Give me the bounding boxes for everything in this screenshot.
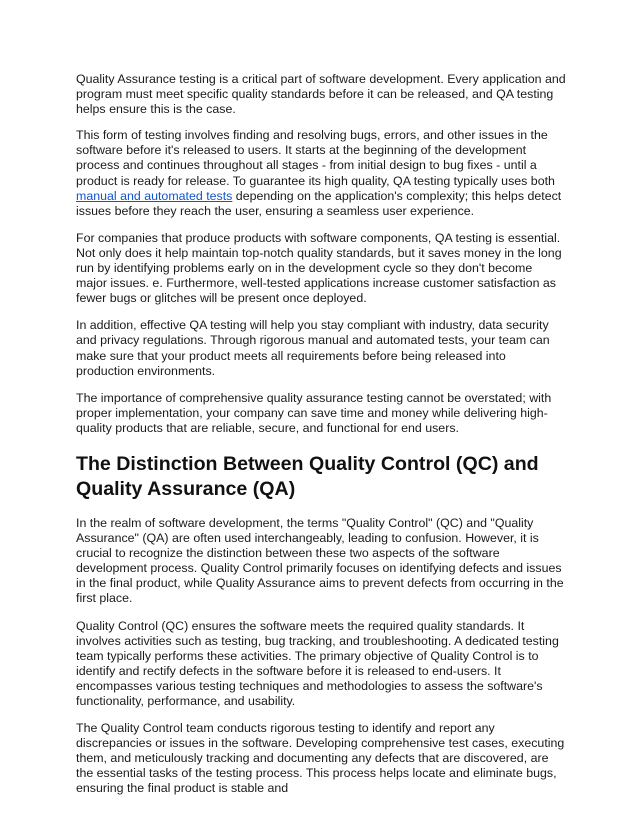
- intro-paragraph-4: In addition, effective QA testing will help you stay compliant with industry, data security and privacy regulations. Through rigorous manual and automated tests, your team can make sure that your product meets all requirements before being released into production environments.: [76, 318, 550, 378]
- section-heading: The Distinction Between Quality Control (QC) and Quality Assurance (QA): [76, 452, 539, 500]
- section-paragraph-1: In the realm of software development, the terms "Quality Control" (QC) and "Quality Assurance" (QA) are often used interchangeably, leading to confusion. However, it is crucial to recognize the distinction between these two aspects of the software development process. Quality Control primarily focuses on identifying defects and issues in the final product, while Quality Assurance aims to prevent defects from occurring in the first place.: [76, 515, 564, 606]
- intro-paragraph-5: The importance of comprehensive quality assurance testing cannot be overstated; with proper implementation, your company can save time and money while delivering high-quality products that are reliable, secure, and functional for end users.: [76, 390, 552, 435]
- section-paragraph-3: The Quality Control team conducts rigorous testing to identify and report any discrepancies or issues in the software. Developing comprehensive test cases, executing them, and meticulously tracking and documenting any defects that are discovered, are the essential tasks of the testing process. This process helps locate and eliminate bugs, ensuring the final product is stable and: [76, 721, 565, 796]
- intro-paragraph-1: Quality Assurance testing is a critical part of software development. Every application and program must meet specific quality standards before it can be released, and QA testing helps ensure this is the case.: [76, 72, 566, 117]
- intro-paragraph-2-text-before: This form of testing involves finding and resolving bugs, errors, and other issues in the software before it's released to users. It starts at the beginning of the development process and continues throughout all stages - from initial design to bug fixes - until a product is ready for release. To guarantee its high quality, QA testing typically uses both: [76, 128, 555, 188]
- manual-automated-tests-link[interactable]: manual and automated tests: [76, 188, 233, 203]
- intro-paragraph-2: [76, 128, 566, 219]
- section-paragraph-2: Quality Control (QC) ensures the software meets the required quality standards. It involves activities such as testing, bug tracking, and troubleshooting. A dedicated testing team typically performs these activities. The primary objective of Quality Control is to identify and rectify defects in the software before it is released to end-users. It encompasses various testing techniques and methodologies to assess the software's functionality, performance, and usability.: [76, 618, 559, 708]
- intro-paragraph-3: For companies that produce products with software components, QA testing is essential. Not only does it help maintain top-notch quality standards, but it saves money in the long run by identifying problems early on in the development cycle so they don't become major issues. e. Furthermore, well-tested applications increase customer satisfaction as fewer bugs or glitches will be present once deployed.: [76, 230, 562, 306]
- intro-paragraph-2-text-after: depending on the application's complexity; this helps detect issues before they reach the user, ensuring a seamless user experience.: [76, 188, 562, 218]
